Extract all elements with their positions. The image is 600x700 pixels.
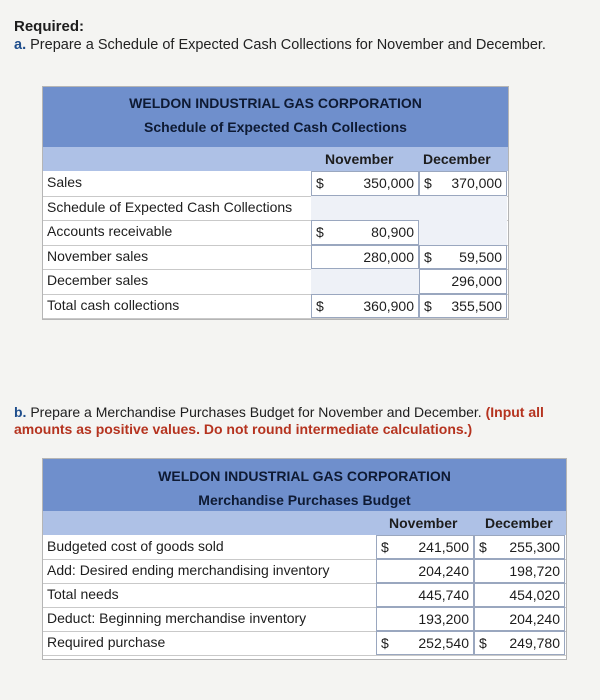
row-label: Add: Desired ending merchandising inventory bbox=[47, 562, 330, 578]
november-amount-cell[interactable] bbox=[376, 607, 474, 631]
requirement-b bbox=[14, 404, 599, 438]
merchandise-purchases-table bbox=[42, 458, 567, 660]
amount-value: 445,740 bbox=[418, 587, 469, 603]
row-label: Accounts receivable bbox=[47, 223, 173, 239]
december-amount-cell[interactable] bbox=[419, 269, 507, 294]
amount-value: 296,000 bbox=[451, 273, 502, 289]
requirement-b-label: b. bbox=[14, 404, 27, 420]
row-label: Total needs bbox=[47, 586, 119, 602]
requirement-b-text: Prepare a Merchandise Purchases Budget for November and December. bbox=[30, 404, 482, 420]
table-row bbox=[43, 196, 508, 222]
december-amount-cell[interactable] bbox=[419, 171, 507, 196]
row-label: Required purchase bbox=[47, 634, 166, 650]
requirement-a-text: Prepare a Schedule of Expected Cash Collections for November and December. bbox=[30, 37, 546, 53]
dollar-sign: $ bbox=[479, 635, 487, 651]
december-amount-cell[interactable] bbox=[419, 294, 507, 319]
column-header-row bbox=[43, 511, 566, 535]
table-row bbox=[43, 294, 508, 320]
november-amount-cell bbox=[311, 196, 419, 221]
requirement-a bbox=[14, 37, 546, 53]
row-label: Total cash collections bbox=[47, 296, 180, 313]
dollar-sign: $ bbox=[424, 175, 432, 191]
row-label: Deduct: Beginning merchandise inventory bbox=[47, 610, 307, 626]
december-amount-cell[interactable] bbox=[474, 583, 565, 607]
amount-value: 252,540 bbox=[418, 635, 469, 651]
column-header-december: December bbox=[423, 151, 491, 167]
amount-value: 59,500 bbox=[459, 248, 502, 265]
amount-value: 249,780 bbox=[509, 635, 560, 651]
row-label: Schedule of Expected Cash Collections bbox=[47, 198, 293, 215]
dollar-sign: $ bbox=[381, 635, 389, 651]
december-amount-cell bbox=[419, 220, 507, 245]
dollar-sign: $ bbox=[424, 297, 432, 314]
amount-value: 80,900 bbox=[371, 224, 414, 240]
table-row bbox=[43, 269, 508, 295]
amount-value: 454,020 bbox=[509, 587, 560, 603]
budget-subtitle: Merchandise Purchases Budget bbox=[198, 492, 411, 508]
dollar-sign: $ bbox=[316, 297, 324, 314]
requirement-a-label: a. bbox=[14, 37, 27, 53]
amount-value: 255,300 bbox=[509, 539, 560, 555]
december-amount-cell[interactable] bbox=[474, 607, 565, 631]
table-row bbox=[43, 607, 566, 632]
amount-value: 280,000 bbox=[363, 248, 414, 265]
november-amount-cell[interactable] bbox=[376, 631, 474, 655]
company-name: WELDON INDUSTRIAL GAS CORPORATION bbox=[129, 95, 422, 111]
table-row bbox=[43, 535, 566, 560]
amount-value: 204,240 bbox=[509, 611, 560, 627]
table-row bbox=[43, 583, 566, 608]
amount-value: 360,900 bbox=[363, 297, 414, 314]
table-row bbox=[43, 245, 508, 271]
amount-value: 193,200 bbox=[418, 611, 469, 627]
cash-collections-header bbox=[43, 87, 508, 147]
column-header-november: November bbox=[325, 151, 394, 167]
table-row bbox=[43, 171, 508, 197]
required-heading: Required: bbox=[14, 18, 85, 35]
dollar-sign: $ bbox=[479, 539, 487, 555]
december-amount-cell[interactable] bbox=[474, 535, 565, 559]
table-row bbox=[43, 559, 566, 584]
november-amount-cell[interactable] bbox=[376, 535, 474, 559]
december-amount-cell bbox=[419, 196, 507, 221]
november-amount-cell[interactable] bbox=[376, 583, 474, 607]
row-label: November sales bbox=[47, 247, 149, 264]
december-amount-cell[interactable] bbox=[474, 631, 565, 655]
december-amount-cell[interactable] bbox=[419, 245, 507, 270]
amount-value: 204,240 bbox=[418, 563, 469, 579]
dollar-sign: $ bbox=[316, 224, 324, 240]
row-label: Budgeted cost of goods sold bbox=[47, 538, 224, 554]
column-header-row bbox=[43, 147, 508, 171]
november-amount-cell[interactable] bbox=[311, 171, 419, 196]
table-row bbox=[43, 220, 508, 246]
table-row bbox=[43, 631, 566, 656]
november-amount-cell[interactable] bbox=[376, 559, 474, 583]
purchases-header bbox=[43, 459, 566, 511]
december-amount-cell[interactable] bbox=[474, 559, 565, 583]
november-amount-cell bbox=[311, 269, 419, 294]
schedule-subtitle: Schedule of Expected Cash Collections bbox=[144, 119, 407, 135]
amount-value: 241,500 bbox=[418, 539, 469, 555]
cash-collections-table bbox=[42, 86, 509, 320]
column-header-november: November bbox=[389, 515, 458, 531]
company-name: WELDON INDUSTRIAL GAS CORPORATION bbox=[158, 468, 451, 484]
row-label: December sales bbox=[47, 272, 149, 288]
dollar-sign: $ bbox=[316, 175, 324, 191]
amount-value: 355,500 bbox=[451, 297, 502, 314]
requirement-b-note: (Input all amounts as positive values. Do not round intermediate calculations.) bbox=[14, 404, 544, 437]
november-amount-cell[interactable] bbox=[311, 245, 419, 270]
amount-value: 350,000 bbox=[363, 175, 414, 191]
november-amount-cell[interactable] bbox=[311, 294, 419, 319]
column-header-december: December bbox=[485, 515, 553, 531]
november-amount-cell[interactable] bbox=[311, 220, 419, 245]
dollar-sign: $ bbox=[381, 539, 389, 555]
amount-value: 198,720 bbox=[509, 563, 560, 579]
amount-value: 370,000 bbox=[451, 175, 502, 191]
dollar-sign: $ bbox=[424, 248, 432, 265]
row-label: Sales bbox=[47, 174, 83, 190]
